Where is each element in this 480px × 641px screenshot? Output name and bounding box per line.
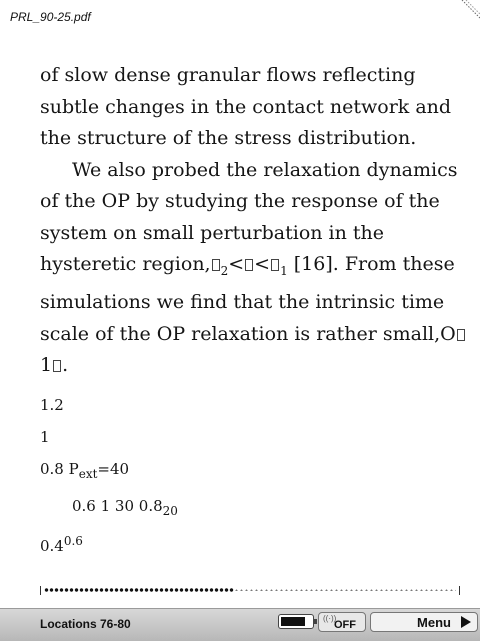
reading-pane xyxy=(40,60,470,382)
status-bar xyxy=(0,608,480,641)
location-indicator: Locations 76-80 xyxy=(40,617,131,631)
wireless-state-label: OFF xyxy=(334,619,356,631)
menu-label: Menu xyxy=(417,615,451,630)
reading-progress-bar[interactable] xyxy=(40,584,460,596)
wireless-toggle[interactable] xyxy=(318,612,366,632)
progress-start-tick xyxy=(40,586,41,595)
missing-glyph-icon xyxy=(271,259,279,271)
paragraph-2: We also probed the relaxation dynamics of the OP by studying the response of the system on small perturbation in the hysteretic region, $_2$< < $_1$ [16]. From these simulations we find that the intrinsic time scale of the OP relaxation is rather small,O1 . xyxy=(40,155,470,382)
play-arrow-icon xyxy=(461,616,471,628)
paragraph-2-text: We also probed the relaxation dynamics of the OP by studying the response of the system on small perturbation in the hysteretic region, xyxy=(40,158,458,275)
battery-level xyxy=(281,617,305,626)
missing-glyph-icon xyxy=(53,360,61,372)
paragraph-2-tail: [16]. From these simulations we find that the intrinsic time scale of the OP relaxation is rather small,O xyxy=(40,253,456,345)
figure-fragment-2: 1 xyxy=(40,428,50,446)
missing-glyph-icon xyxy=(245,259,253,271)
figure-fragment-4: 0.6 1 30 $0.8_{20}$ xyxy=(72,497,178,518)
menu-button[interactable] xyxy=(370,612,478,632)
dog-ear-bookmark-icon[interactable] xyxy=(458,0,480,22)
figure-fragment-3: 0.8 $P_{ext}=40$ xyxy=(40,460,130,481)
wireless-icon: ((·)) xyxy=(323,614,337,623)
progress-fill xyxy=(44,588,234,592)
battery-icon xyxy=(278,614,314,629)
figure-fragment-1: 1.2 xyxy=(40,396,64,414)
missing-glyph-icon xyxy=(457,329,465,341)
missing-glyph-icon xyxy=(212,259,220,271)
paragraph-1: of slow dense granular flows reflecting subtle changes in the contact network and the structure of the stress distribution. xyxy=(40,64,452,149)
document-title: PRL_90-25.pdf xyxy=(10,10,91,24)
figure-fragment-5: $0.4^{0.6}$ xyxy=(40,534,83,555)
progress-end-tick xyxy=(459,586,460,595)
